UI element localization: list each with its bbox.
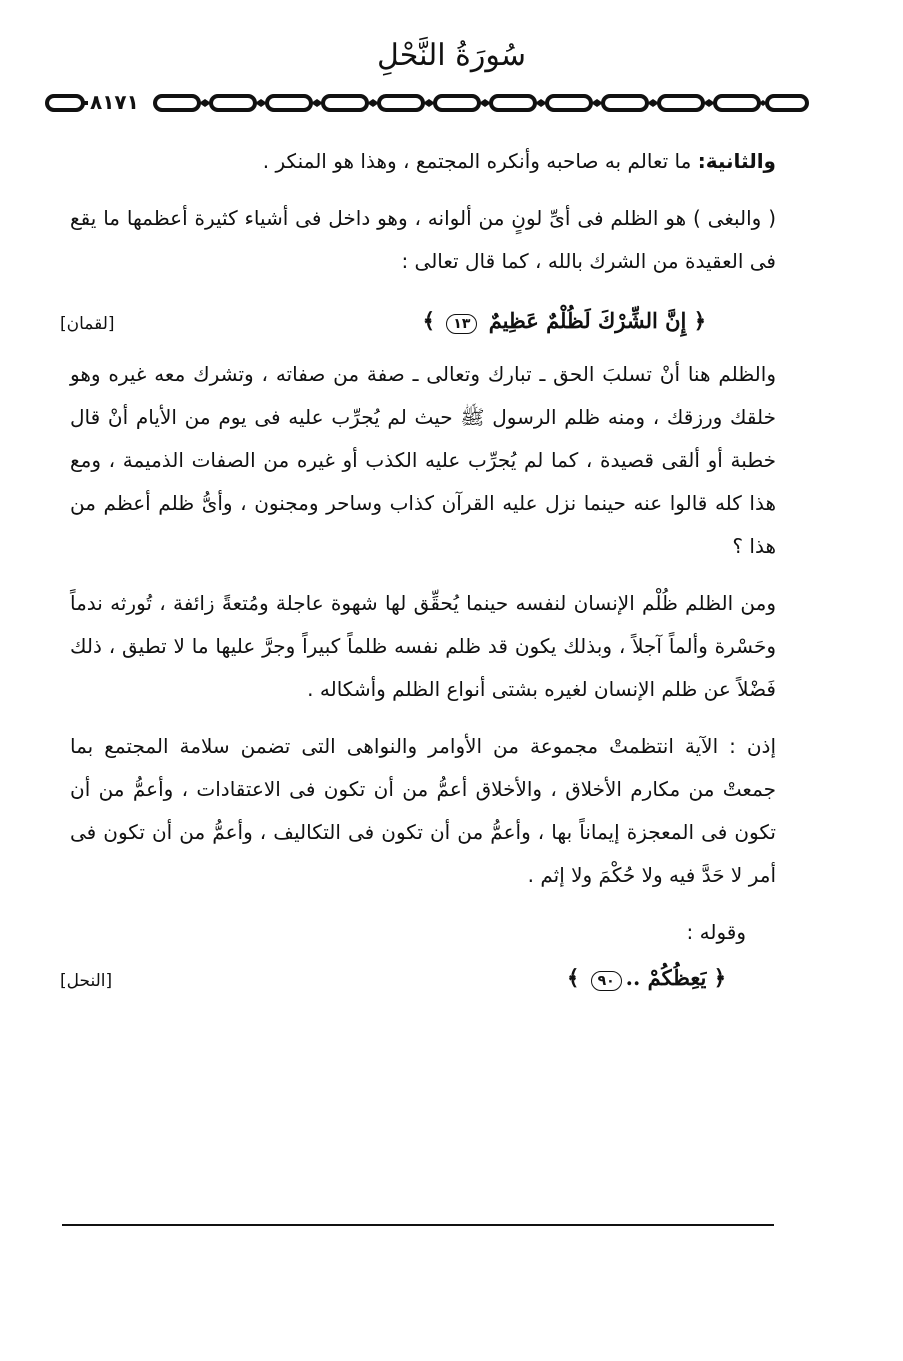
body-text (60, 140, 776, 1010)
verse-text: ﴿ يَعِظُكُمْ .. (625, 965, 726, 990)
paragraph: والظلم هنا أنْ تسلبَ الحق ـ تبارك وتعالى ـ صفة من صفاته ، وتشرك معه غيره وهو خلقك ورزقك ، ومنه ظلم الرسول ﷺ حيث لم يُجرِّب عليه فى يوم من الأيام أنْ قال خطبة أو ألقى قصيدة ، كما لم يُجرِّب عليه الكذب أو غيره من الصفات الذميمة ، ومع هذا كله قالوا عنه حينما نزل عليه القرآن كذاب وساحر ومجنون ، وأىُّ ظلم أعظم من هذا ؟ (70, 362, 776, 558)
surah-title: سُورَةُ النَّحْلِ (377, 38, 526, 73)
paragraph (70, 140, 776, 183)
verse-text: ﴿ إِنَّ الشِّرْكَ لَظُلْمٌ عَظِيمٌ (488, 308, 706, 333)
quran-verse-block (60, 954, 776, 996)
verse-close: ﴾ (566, 965, 580, 990)
quran-verse-block (60, 297, 776, 339)
paragraph: إذن : الآية انتظمتْ مجموعة من الأوامر والنواهى التى تضمن سلامة المجتمع بما جمعتْ من مكارم الأخلاق ، والأخلاق أعمُّ من أن تكون فى الاعتقادات ، وأعمُّ من أن تكون فى المعجزة إيماناً بها ، وأعمُّ من أن تكون فى التكاليف ، وأعمُّ من أن تكون فى أمر لا حَدَّ فيه ولا حُكْمَ ولا إثم . (70, 734, 776, 887)
chain-border-ornament (45, 92, 810, 114)
paragraph: وقوله : (686, 920, 746, 944)
surah-reference: [النحل] (60, 971, 113, 991)
quran-verse (423, 299, 706, 342)
paragraph-lead: والثانية: (697, 149, 776, 173)
paragraph: ومن الظلم ظُلْم الإنسان لنفسه حينما يُحقِّق لها شهوة عاجلة ومُتعةً زائفة ، تُورثه ندماً وحَسْرة وألماً آجلاً ، وبذلك يكون قد ظلم نفسه ظلماً كبيراً وجرَّ عليها ما لا تطيق ، ذلك فَضْلاً عن ظلم الإنسان لغيره بشتى أنواع الظلم وأشكاله . (70, 591, 776, 701)
verse-close: ﴾ (422, 308, 435, 333)
paragraph-text: ما تعالم به صاحبه وأنكره المجتمع ، وهذا هو المنكر . (262, 149, 698, 173)
verse-number: ١٣ (446, 314, 477, 334)
surah-reference: [لقمان] (60, 314, 115, 334)
verse-number: ٩٠ (591, 971, 622, 991)
footer-divider (62, 1224, 774, 1226)
page-number: ٨١٧١ (90, 90, 139, 114)
quran-verse (567, 956, 726, 999)
paragraph: ( والبغى ) هو الظلم فى أىِّ لونٍ من ألوانه ، وهو داخل فى أشياء كثيرة أعظمها ما يقع فى العقيدة من الشرك بالله ، كما قال تعالى : (70, 206, 776, 273)
